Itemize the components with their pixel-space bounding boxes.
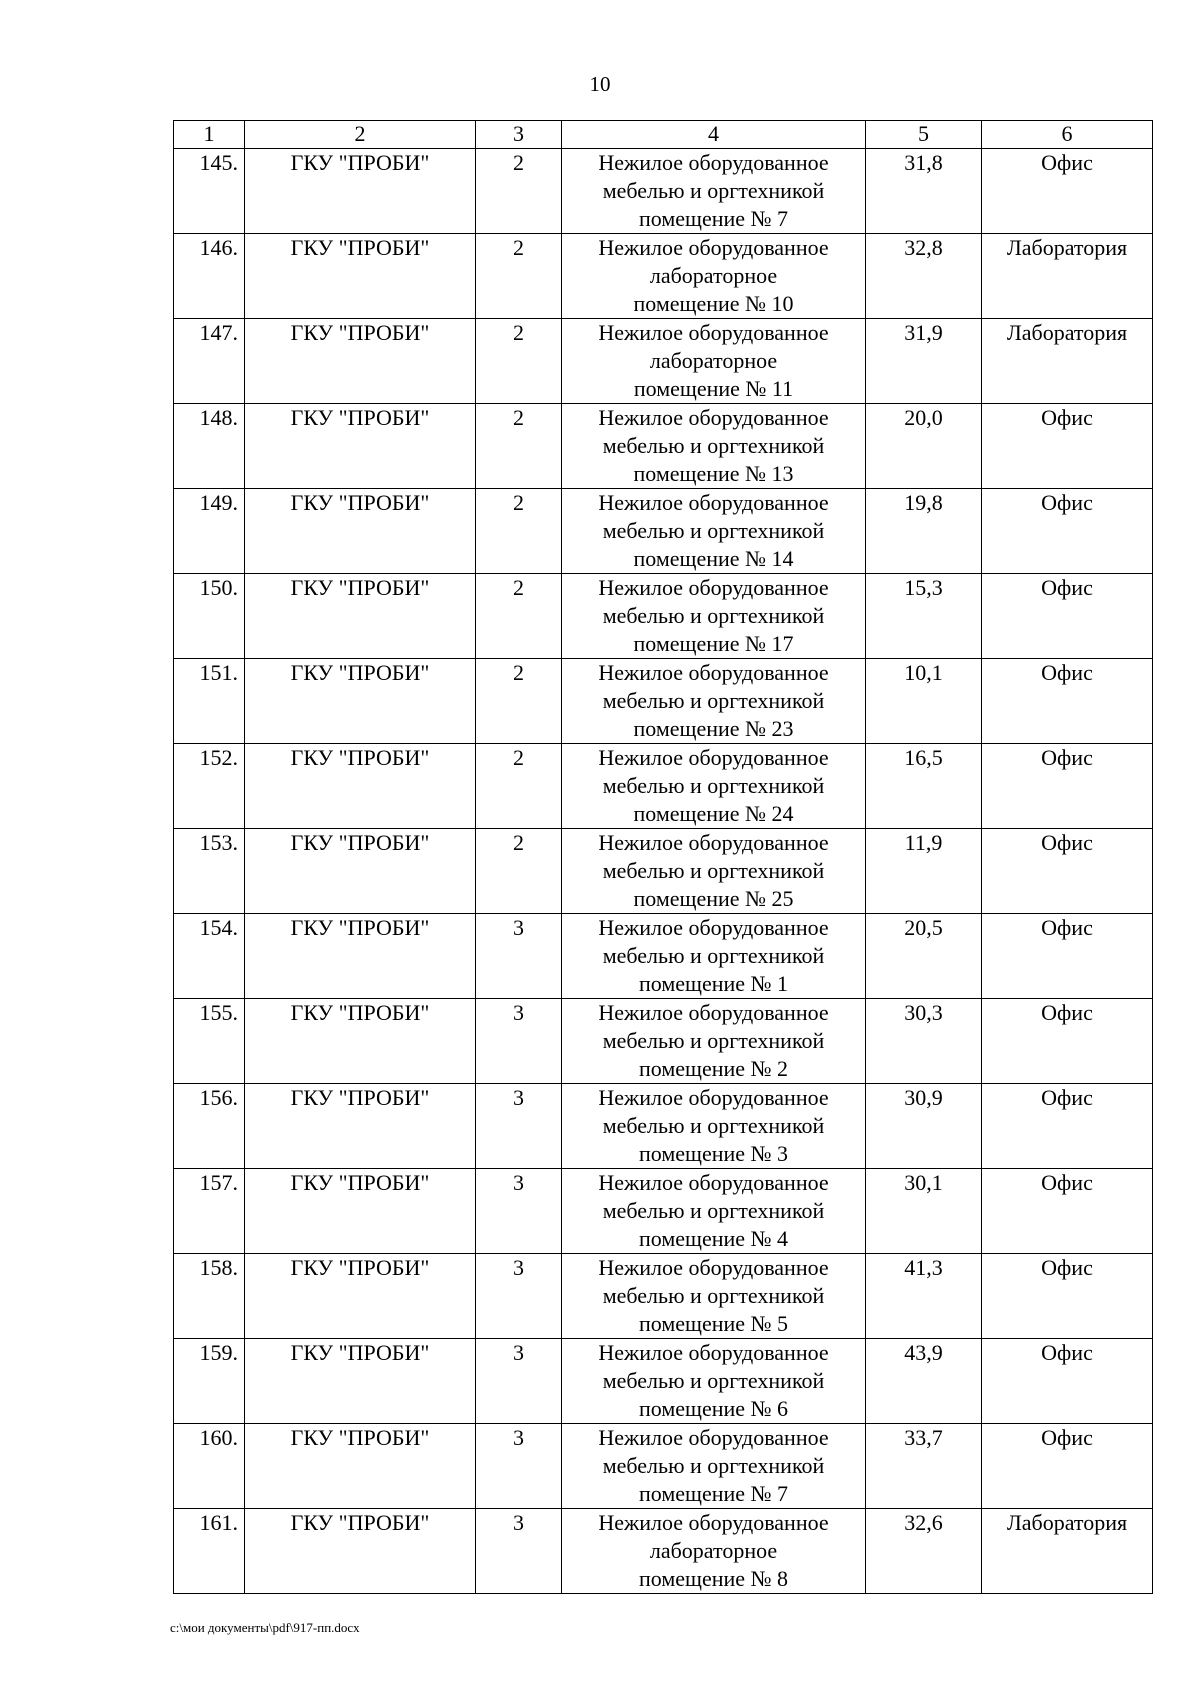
floor-cell: 2 [476, 149, 562, 234]
purpose-cell: Офис [982, 999, 1153, 1084]
organization-cell: ГКУ "ПРОБИ" [245, 1509, 476, 1594]
table-row [174, 914, 1153, 999]
description-cell [562, 829, 866, 914]
description-line: помещение № 4 [638, 1226, 789, 1251]
header-cell-6: 6 [982, 121, 1153, 149]
description-line: Нежилое оборудованное [598, 405, 829, 430]
organization-cell: ГКУ "ПРОБИ" [245, 914, 476, 999]
description-line: мебелью и оргтехникой [602, 688, 825, 713]
table-header-row [174, 121, 1153, 149]
table-row [174, 149, 1153, 234]
table-row [174, 829, 1153, 914]
area-cell: 11,9 [866, 829, 982, 914]
purpose-cell: Офис [982, 1169, 1153, 1254]
area-cell: 31,8 [866, 149, 982, 234]
purpose-cell: Офис [982, 914, 1153, 999]
description-line: Нежилое оборудованное [598, 150, 829, 175]
row-number-cell: 146. [174, 234, 245, 319]
description-line: помещение № 3 [638, 1141, 789, 1166]
table-row [174, 659, 1153, 744]
description-line: мебелью и оргтехникой [602, 433, 825, 458]
description-line: помещение № 6 [638, 1396, 789, 1421]
description-line: помещение № 23 [633, 716, 794, 741]
row-number-cell: 152. [174, 744, 245, 829]
organization-cell: ГКУ "ПРОБИ" [245, 1254, 476, 1339]
organization-cell: ГКУ "ПРОБИ" [245, 1084, 476, 1169]
description-line: Нежилое оборудованное [598, 1340, 829, 1365]
description-cell [562, 914, 866, 999]
header-cell-5: 5 [866, 121, 982, 149]
table-row [174, 234, 1153, 319]
table-row [174, 1424, 1153, 1509]
row-number-cell: 148. [174, 404, 245, 489]
organization-cell: ГКУ "ПРОБИ" [245, 574, 476, 659]
row-number-cell: 153. [174, 829, 245, 914]
row-number-cell: 158. [174, 1254, 245, 1339]
purpose-cell: Офис [982, 404, 1153, 489]
table-row [174, 1339, 1153, 1424]
area-cell: 16,5 [866, 744, 982, 829]
header-cell-4: 4 [562, 121, 866, 149]
description-line: помещение № 14 [633, 546, 794, 571]
description-cell [562, 999, 866, 1084]
description-line: Нежилое оборудованное [598, 490, 829, 515]
floor-cell: 3 [476, 1424, 562, 1509]
description-line: Нежилое оборудованное [598, 1255, 829, 1280]
description-cell [562, 319, 866, 404]
purpose-cell: Офис [982, 829, 1153, 914]
description-line: лабораторное [649, 348, 778, 373]
description-cell [562, 1254, 866, 1339]
row-number-cell: 156. [174, 1084, 245, 1169]
description-line: Нежилое оборудованное [598, 1510, 829, 1535]
description-line: помещение № 13 [633, 461, 794, 486]
organization-cell: ГКУ "ПРОБИ" [245, 999, 476, 1084]
description-line: помещение № 5 [638, 1311, 789, 1336]
description-line: Нежилое оборудованное [598, 575, 829, 600]
organization-cell: ГКУ "ПРОБИ" [245, 404, 476, 489]
description-line: мебелью и оргтехникой [602, 1283, 825, 1308]
premises-table [173, 120, 1153, 1594]
table-row [174, 404, 1153, 489]
description-line: помещение № 2 [638, 1056, 789, 1081]
description-line: помещение № 17 [633, 631, 794, 656]
area-cell: 32,6 [866, 1509, 982, 1594]
description-line: мебелью и оргтехникой [602, 1453, 825, 1478]
floor-cell: 2 [476, 829, 562, 914]
table-row [174, 1509, 1153, 1594]
area-cell: 30,3 [866, 999, 982, 1084]
description-line: мебелью и оргтехникой [602, 773, 825, 798]
area-cell: 43,9 [866, 1339, 982, 1424]
area-cell: 33,7 [866, 1424, 982, 1509]
floor-cell: 3 [476, 914, 562, 999]
area-cell: 41,3 [866, 1254, 982, 1339]
description-line: лабораторное [649, 263, 778, 288]
row-number-cell: 161. [174, 1509, 245, 1594]
description-line: помещение № 7 [638, 1481, 789, 1506]
purpose-cell: Офис [982, 1424, 1153, 1509]
description-line: помещение № 10 [633, 291, 794, 316]
description-line: Нежилое оборудованное [598, 660, 829, 685]
description-cell [562, 1169, 866, 1254]
table-row [174, 1084, 1153, 1169]
floor-cell: 3 [476, 1169, 562, 1254]
table-row [174, 574, 1153, 659]
description-cell [562, 489, 866, 574]
row-number-cell: 145. [174, 149, 245, 234]
table-row [174, 1169, 1153, 1254]
row-number-cell: 157. [174, 1169, 245, 1254]
description-line: помещение № 25 [633, 886, 794, 911]
area-cell: 20,5 [866, 914, 982, 999]
purpose-cell: Лаборатория [982, 319, 1153, 404]
area-cell: 19,8 [866, 489, 982, 574]
page-number: 10 [589, 72, 611, 96]
purpose-cell: Лаборатория [982, 234, 1153, 319]
organization-cell: ГКУ "ПРОБИ" [245, 659, 476, 744]
description-line: мебелью и оргтехникой [602, 858, 825, 883]
description-line: мебелью и оргтехникой [602, 1368, 825, 1393]
description-line: мебелью и оргтехникой [602, 1028, 825, 1053]
row-number-cell: 151. [174, 659, 245, 744]
description-line: помещение № 24 [633, 801, 794, 826]
description-line: мебелью и оргтехникой [602, 603, 825, 628]
description-cell [562, 1339, 866, 1424]
table-row [174, 1254, 1153, 1339]
description-line: мебелью и оргтехникой [602, 943, 825, 968]
floor-cell: 2 [476, 404, 562, 489]
floor-cell: 2 [476, 574, 562, 659]
row-number-cell: 149. [174, 489, 245, 574]
organization-cell: ГКУ "ПРОБИ" [245, 319, 476, 404]
table-body [174, 121, 1153, 1594]
area-cell: 20,0 [866, 404, 982, 489]
description-cell [562, 149, 866, 234]
description-line: помещение № 1 [638, 971, 789, 996]
organization-cell: ГКУ "ПРОБИ" [245, 149, 476, 234]
description-line: мебелью и оргтехникой [602, 518, 825, 543]
description-line: мебелью и оргтехникой [602, 1113, 825, 1138]
floor-cell: 2 [476, 319, 562, 404]
purpose-cell: Офис [982, 149, 1153, 234]
description-cell [562, 1424, 866, 1509]
floor-cell: 2 [476, 744, 562, 829]
organization-cell: ГКУ "ПРОБИ" [245, 744, 476, 829]
description-line: Нежилое оборудованное [598, 235, 829, 260]
row-number-cell: 160. [174, 1424, 245, 1509]
table-row [174, 489, 1153, 574]
description-line: Нежилое оборудованное [598, 1085, 829, 1110]
organization-cell: ГКУ "ПРОБИ" [245, 1424, 476, 1509]
purpose-cell: Офис [982, 489, 1153, 574]
description-cell [562, 1509, 866, 1594]
description-cell [562, 659, 866, 744]
description-line: помещение № 7 [638, 206, 789, 231]
area-cell: 10,1 [866, 659, 982, 744]
description-line: лабораторное [649, 1538, 778, 1563]
header-cell-3: 3 [476, 121, 562, 149]
description-cell [562, 404, 866, 489]
header-cell-2: 2 [245, 121, 476, 149]
area-cell: 32,8 [866, 234, 982, 319]
description-line: Нежилое оборудованное [598, 915, 829, 940]
table-row [174, 319, 1153, 404]
floor-cell: 2 [476, 489, 562, 574]
area-cell: 15,3 [866, 574, 982, 659]
floor-cell: 3 [476, 1339, 562, 1424]
description-line: Нежилое оборудованное [598, 830, 829, 855]
purpose-cell: Офис [982, 574, 1153, 659]
purpose-cell: Офис [982, 1254, 1153, 1339]
description-line: Нежилое оборудованное [598, 1000, 829, 1025]
organization-cell: ГКУ "ПРОБИ" [245, 1339, 476, 1424]
floor-cell: 3 [476, 1509, 562, 1594]
purpose-cell: Офис [982, 744, 1153, 829]
footer-file-path: c:\мои документы\pdf\917-пп.docx [170, 1620, 360, 1635]
description-line: Нежилое оборудованное [598, 1425, 829, 1450]
description-line: мебелью и оргтехникой [602, 1198, 825, 1223]
area-cell: 30,1 [866, 1169, 982, 1254]
row-number-cell: 147. [174, 319, 245, 404]
table-row [174, 744, 1153, 829]
floor-cell: 2 [476, 234, 562, 319]
row-number-cell: 154. [174, 914, 245, 999]
organization-cell: ГКУ "ПРОБИ" [245, 489, 476, 574]
description-line: Нежилое оборудованное [598, 320, 829, 345]
table-row [174, 999, 1153, 1084]
description-line: Нежилое оборудованное [598, 1170, 829, 1195]
organization-cell: ГКУ "ПРОБИ" [245, 234, 476, 319]
description-line: мебелью и оргтехникой [602, 178, 825, 203]
organization-cell: ГКУ "ПРОБИ" [245, 829, 476, 914]
floor-cell: 3 [476, 999, 562, 1084]
description-cell [562, 574, 866, 659]
organization-cell: ГКУ "ПРОБИ" [245, 1169, 476, 1254]
row-number-cell: 150. [174, 574, 245, 659]
area-cell: 30,9 [866, 1084, 982, 1169]
row-number-cell: 159. [174, 1339, 245, 1424]
floor-cell: 3 [476, 1254, 562, 1339]
header-cell-1: 1 [174, 121, 245, 149]
purpose-cell: Офис [982, 1339, 1153, 1424]
description-line: помещение № 8 [638, 1566, 789, 1591]
purpose-cell: Офис [982, 659, 1153, 744]
floor-cell: 2 [476, 659, 562, 744]
description-cell [562, 1084, 866, 1169]
description-line: Нежилое оборудованное [598, 745, 829, 770]
floor-cell: 3 [476, 1084, 562, 1169]
purpose-cell: Лаборатория [982, 1509, 1153, 1594]
description-cell [562, 234, 866, 319]
description-cell [562, 744, 866, 829]
area-cell: 31,9 [866, 319, 982, 404]
row-number-cell: 155. [174, 999, 245, 1084]
purpose-cell: Офис [982, 1084, 1153, 1169]
description-line: помещение № 11 [633, 376, 794, 401]
